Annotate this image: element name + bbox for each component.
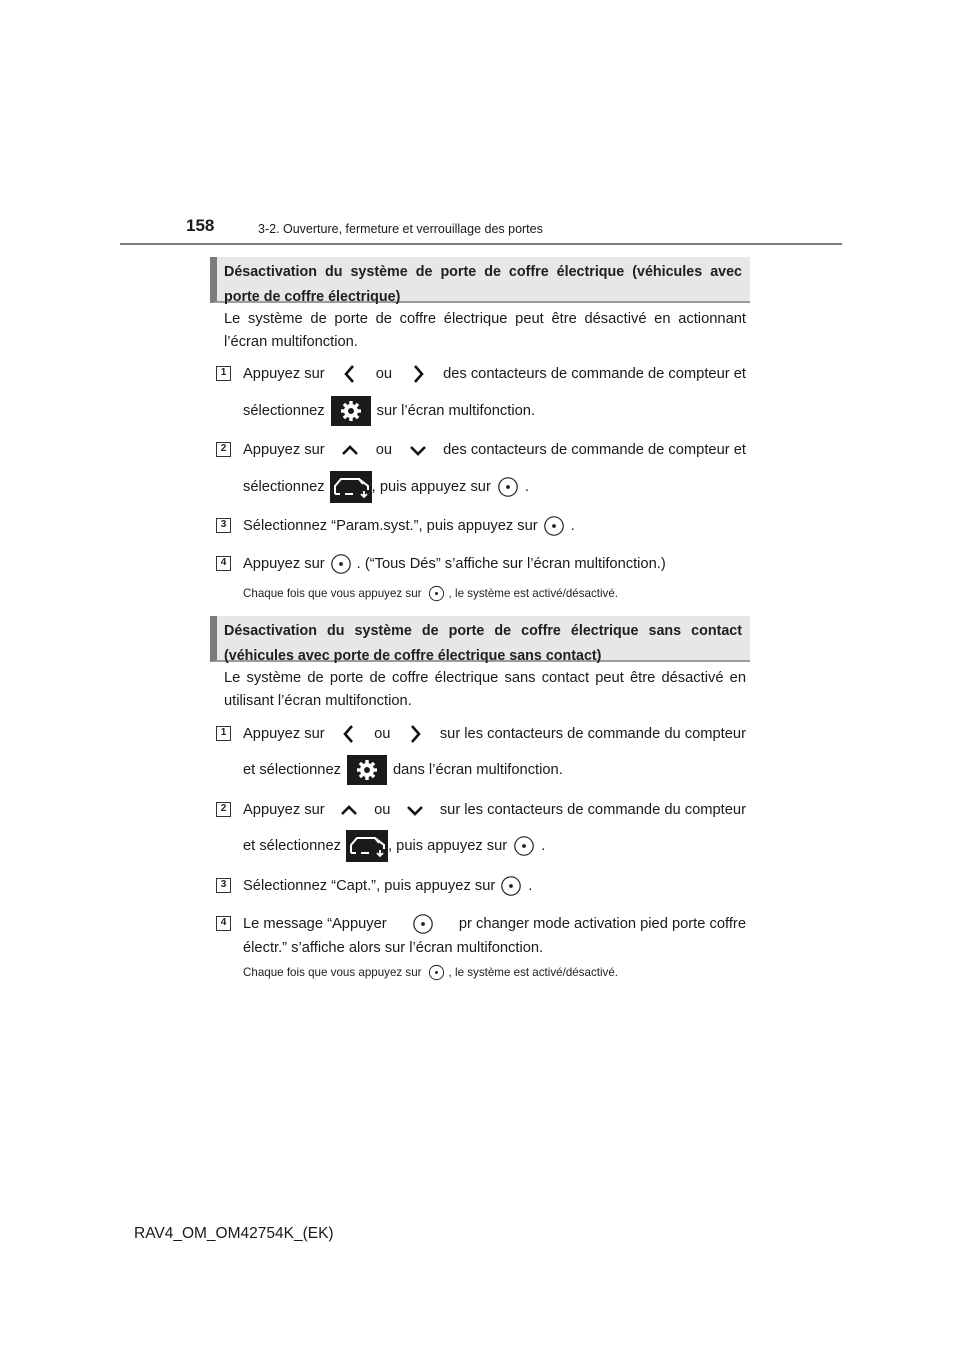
chevron-right-icon [408,363,428,385]
step-number: 1 [216,366,231,381]
s2-step1-line1: Appuyez sur ou sur les contacteurs de commande du compteur [243,723,746,745]
power-tailgate-icon [330,471,372,503]
s1-step2-line2: sélectionnez , puis appuyez sur . [243,471,746,503]
ok-button-icon [330,553,352,575]
ok-button-icon [412,913,434,935]
ok-button-icon [513,835,535,857]
gear-icon [347,755,387,785]
step-number: 3 [216,878,231,893]
ok-button-icon [497,476,519,498]
section1-intro: Le système de porte de coffre électrique peut être désactivé en actionnant l’écran multifonction. [224,311,746,350]
model-code: RAV4_OM_OM42754K_(EK) [134,1225,334,1242]
ok-button-icon [500,875,522,897]
section2-intro: Le système de porte de coffre électrique sans contact peut être désactivé en utilisant l’écran multifonction. [224,670,746,709]
s2-step4-line2: électr.” s’affiche alors sur l’écran multifonction. [243,940,544,956]
step-number: 1 [216,726,231,741]
step-number: 3 [216,518,231,533]
ok-button-icon [428,964,445,981]
power-tailgate-icon [346,830,388,862]
s1-step2-line1: Appuyez sur ou des contacteurs de commande de compteur et [243,439,746,461]
s1-note: Chaque fois que vous appuyez sur , le système est activé/désactivé. [243,587,619,600]
s2-step3: Sélectionnez “Capt.”, puis appuyez sur . [243,875,746,897]
step-number: 4 [216,556,231,571]
s1-step4: Appuyez sur . (“Tous Dés” s’affiche sur l’écran multifonction.) [243,553,746,575]
page-number: 158 [186,216,215,235]
chevron-left-icon [339,723,359,745]
s2-step4-line1: Le message “Appuyer pr changer mode activation pied porte coffre [243,913,746,935]
ok-button-icon [543,515,565,537]
chevron-down-icon [405,799,425,821]
s2-step2-line2: et sélectionnez , puis appuyez sur . [243,830,746,862]
chapter-title: 3-2. Ouverture, fermeture et verrouillage des portes [258,222,543,236]
step-number: 4 [216,916,231,931]
chevron-left-icon [340,363,360,385]
ok-button-icon [428,585,445,602]
s1-step1-line1: Appuyez sur ou des contacteurs de commande de compteur et [243,363,746,385]
header-divider [120,243,842,245]
s2-note: Chaque fois que vous appuyez sur , le système est activé/désactivé. [243,966,619,979]
s1-step1-line2: sélectionnez sur l’écran multifonction. [243,396,746,426]
s1-step3: Sélectionnez “Param.syst.”, puis appuyez sur . [243,515,746,537]
step-number: 2 [216,442,231,457]
chevron-up-icon [340,439,360,461]
chevron-up-icon [339,799,359,821]
step-number: 2 [216,802,231,817]
section-heading-power-tailgate: Désactivation du système de porte de coffre électrique (véhicules avec porte de coffre électrique) [210,257,750,303]
s2-step1-line2: et sélectionnez dans l’écran multifonction. [243,755,746,785]
s2-step2-line1: Appuyez sur ou sur les contacteurs de commande du compteur [243,799,746,821]
section-heading-kick-sensor: Désactivation du système de porte de coffre électrique sans contact (véhicules avec porte de coffre électrique sans contact) [210,616,750,662]
gear-icon [331,396,371,426]
chevron-right-icon [405,723,425,745]
chevron-down-icon [408,439,428,461]
